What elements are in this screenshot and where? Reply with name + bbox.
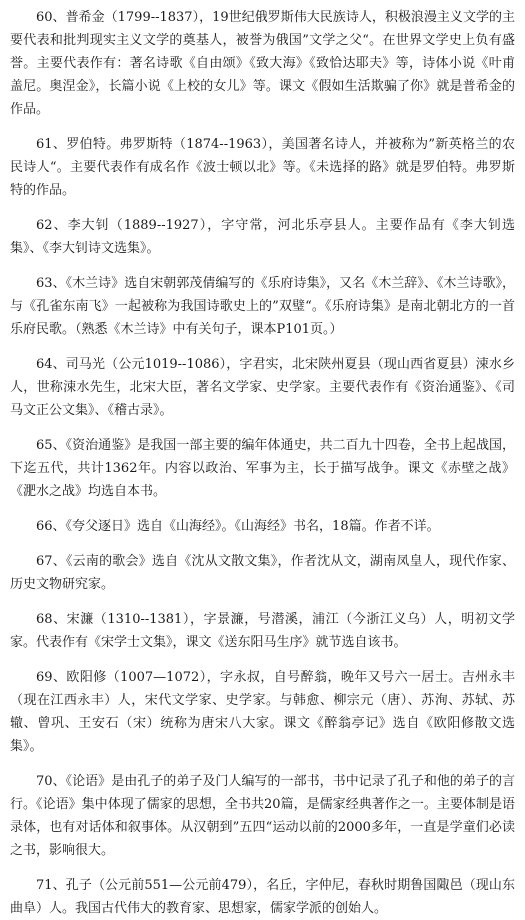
- entry-65: 65、《资治通鉴》是我国一部主要的编年体通史，共二百九十四卷，全书上起战国，下迄五代，共计1362年。内容以政治、军事为主，长于描写战争。课文《赤壁之战》《淝水之战》均选自本书。: [10, 438, 515, 499]
- entry-67: 67、《云南的歌会》选自《沈从文散文集》，作者沈从文，湖南凤皇人，现代作家、历史文物研究家。: [10, 554, 515, 592]
- entry-61: 61、罗伯特。弗罗斯特（1874--1963），美国著名诗人，并被称为”新英格兰的农民诗人“。主要代表作有成名作《波士顿以北》等。《未选择的路》就是罗伯特。弗罗斯特的作品。: [10, 137, 515, 198]
- entry-68: 68、宋濂（1310--1381），字景濂，号潜溪，浦江（今浙江义乌）人，明初文学家。代表作有《宋学士文集》，课文《送东阳马生序》就节选自该书。: [10, 612, 515, 650]
- entry-63: 63、《木兰诗》选自宋朝郭茂倩编写的《乐府诗集》，又名《木兰辞》、《木兰诗歌》，与《孔雀东南飞》一起被称为我国诗歌史上的”双璧“。《乐府诗集》是南北朝北方的一首乐府民歌。（熟悉《木兰诗》中有关句子，课本P101页。）: [10, 276, 515, 337]
- entry-62: 62、李大钊（1889--1927），字守常，河北乐亭县人。主要作品有《李大钊选集》、《李大钊诗文选集》。: [10, 218, 515, 256]
- entry-64: 64、司马光（公元1019--1086），字君实，北宋陕州夏县（现山西省夏县）涑水乡人，世称涑水先生，北宋大臣，著名文学家、史学家。主要代表作有《资治通鉴》、《司马文正公文集》、《稽古录》。: [10, 357, 515, 418]
- entry-60: 60、普希金（1799--1837），19世纪俄罗斯伟大民族诗人，积极浪漫主义文学的主要代表和批判现实主义文学的奠基人，被誉为俄国”文学之父“。在世界文学史上负有盛誉。主要代表作有：著名诗歌《自由颂》《致大海》《致恰达耶夫》等，诗体小说《叶甫盖尼。奥涅金》，长篇小说《上校的女儿》等。课文《假如生活欺骗了你》就是普希金的作品。: [10, 10, 515, 117]
- entry-66: 66、《夸父逐日》选自《山海经》。《山海经》书名，18篇。作者不详。: [36, 519, 440, 534]
- entry-70: 70、《论语》是由孔子的弟子及门人编写的一部书，书中记录了孔子和他的弟子的言行。《论语》集中体现了儒家的思想，全书共20篇，是儒家经典著作之一。主要体制是语录体，也有对话体和叙事体。从汉朝到”五四“运动以前的2000多年，一直是学童们必读之书，影响很大。: [10, 774, 515, 858]
- entry-71: 71、孔子（公元前551—公元前479），名丘，字仲尼，春秋时期鲁国陬邑（现山东曲阜）人。我国古代伟大的教育家、思想家，儒家学派的创始人。: [10, 878, 515, 916]
- entry-69: 69、欧阳修（1007—1072），字永叔，自号醉翁，晚年又号六一居士。吉州永丰（现在江西永丰）人，宋代文学家、史学家。与韩愈、柳宗元（唐）、苏洵、苏轼、苏辙、曾巩、王安石（宋）统称为唐宋八大家。课文《醉翁亭记》选自《欧阳修散文选集》。: [10, 670, 515, 754]
